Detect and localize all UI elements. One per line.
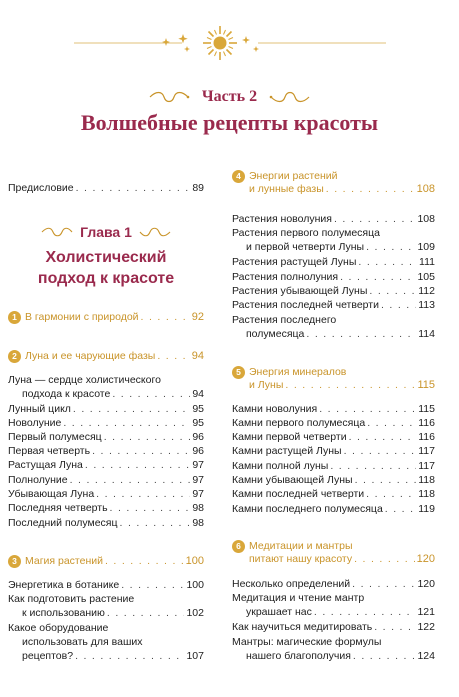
toc-entry[interactable]: Как научиться медитировать . . . 122 — [232, 620, 435, 634]
toc-entry[interactable]: Последняя четверть . . . 98 — [8, 501, 204, 515]
toc-section-5[interactable]: 5 Энергия минералов и Луны . . . 115 — [232, 366, 435, 392]
toc-entry-preface[interactable]: Предисловие . . . 89 — [8, 181, 204, 195]
toc-entry[interactable]: Камни убывающей Луны . . . 118 — [232, 473, 435, 487]
toc-entry[interactable]: Растения последнего полумесяца . . . 114 — [232, 313, 435, 341]
toc-entry[interactable]: Мантры: магические формулы нашего благополучия . . . 124 — [232, 635, 435, 663]
toc-entry[interactable]: Лунный цикл . . . 95 — [8, 402, 204, 416]
section-number-badge: 2 — [8, 350, 21, 363]
toc-entry[interactable]: Энергетика в ботанике . . . 100 — [8, 578, 204, 592]
toc-entry[interactable]: Убывающая Луна . . . 97 — [8, 487, 204, 501]
toc-entry[interactable]: Несколько определений . . . 120 — [232, 577, 435, 591]
toc-entry[interactable]: Новолуние . . . 95 — [8, 416, 204, 430]
toc-entry[interactable]: Камни последнего полумесяца . . . 119 — [232, 502, 435, 516]
part-title: Волшебные рецепты красоты — [80, 110, 379, 135]
chapter-label: Глава 1 — [80, 224, 132, 240]
toc-entry[interactable]: Луна — сердце холистического подхода к красоте . . . 94 — [8, 373, 204, 401]
part-label: Часть 2 — [201, 88, 258, 105]
toc-entry[interactable]: Первый полумесяц . . . 96 — [8, 430, 204, 444]
toc-entry[interactable]: Какое оборудование использовать для ваших рецептов? . . . 107 — [8, 621, 204, 663]
toc-entry[interactable]: Последний полумесяц . . . 98 — [8, 516, 204, 530]
toc-entry[interactable]: Растения полнолуния . . . 105 — [232, 270, 435, 284]
toc-entry[interactable]: Камни первой четверти . . . 116 — [232, 430, 435, 444]
flourish-right-icon — [138, 227, 172, 237]
toc-entry[interactable]: Камни полной луны . . . 117 — [232, 459, 435, 473]
toc-entry[interactable]: Растущая Луна . . . 97 — [8, 458, 204, 472]
toc-entry[interactable]: Камни последней четверти . . . 118 — [232, 487, 435, 501]
section-number-badge: 6 — [232, 540, 245, 553]
toc-entry[interactable]: Камни новолуния . . . 115 — [232, 402, 435, 416]
toc-entry[interactable]: Растения последней четверти . . . 113 — [232, 298, 435, 312]
part-label-row — [0, 86, 459, 108]
chapter-title-line2: подход к красоте — [37, 270, 175, 287]
flourish-left-icon — [148, 91, 190, 103]
toc-entry[interactable]: Камни растущей Луны . . . 117 — [232, 444, 435, 458]
chapter-title-line1: Холистический — [45, 249, 167, 266]
section-number-badge: 3 — [8, 555, 21, 568]
toc-entry[interactable]: Медитация и чтение мантр украшает нас . . . 121 — [232, 591, 435, 619]
chapter-label-row — [8, 224, 204, 240]
flourish-left-icon — [40, 227, 74, 237]
section-number-badge: 4 — [232, 170, 245, 183]
toc-section-4[interactable]: 4 Энергии растений и лунные фазы . . . 108 — [232, 170, 435, 196]
section-number-badge: 1 — [8, 311, 21, 324]
header-ornament — [0, 18, 459, 68]
toc-entry[interactable]: Растения первого полумесяца и первой четверти Луны . . . 109 — [232, 226, 435, 254]
toc-section-1[interactable]: 1 В гармонии с природой . . . 92 — [8, 311, 204, 324]
section-number-badge: 5 — [232, 366, 245, 379]
toc-entry[interactable]: Полнолуние . . . 97 — [8, 473, 204, 487]
toc-section-2[interactable]: 2 Луна и ее чарующие фазы . . . 94 — [8, 350, 204, 363]
toc-entry[interactable]: Растения убывающей Луны . . . 112 — [232, 284, 435, 298]
toc-entry[interactable]: Камни первого полумесяца . . . 116 — [232, 416, 435, 430]
toc-entry[interactable]: Первая четверть . . . 96 — [8, 444, 204, 458]
toc-entry[interactable]: Растения новолуния . . . 108 — [232, 212, 435, 226]
flourish-right-icon — [269, 91, 311, 103]
toc-entry[interactable]: Растения растущей Луны . . . 111 — [232, 255, 435, 269]
toc-section-6[interactable]: 6 Медитации и мантры питают нашу красоту . . . 120 — [232, 540, 435, 566]
toc-section-3[interactable]: 3 Магия растений . . . 100 — [8, 555, 204, 568]
toc-entry[interactable]: Как подготовить растение к использованию . . . 102 — [8, 592, 204, 620]
sun-stars-icon — [0, 18, 459, 68]
